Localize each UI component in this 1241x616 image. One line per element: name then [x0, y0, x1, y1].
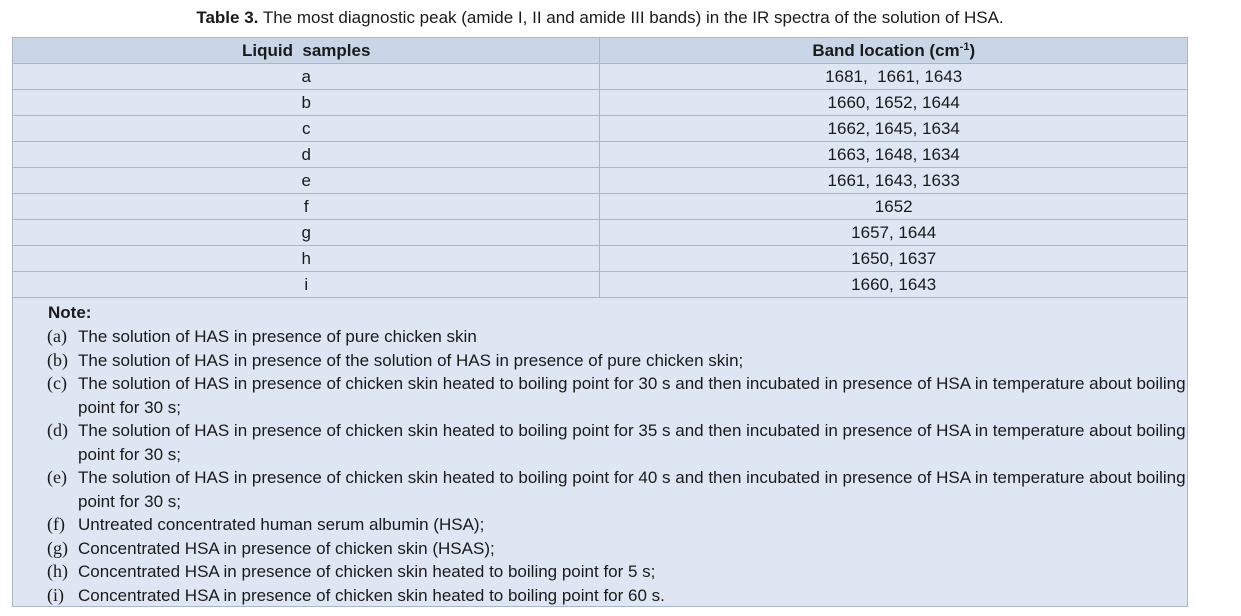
sample-cell: d [13, 142, 600, 168]
table-notes [47, 301, 1187, 607]
table-row [13, 142, 1188, 168]
note-item [47, 325, 1187, 349]
band-cell: 1661, 1643, 1633 [600, 168, 1188, 194]
table-row [13, 246, 1188, 272]
note-text: Concentrated HSA in presence of chicken skin (HSAS); [78, 538, 495, 558]
note-key: (c) [47, 373, 67, 393]
note-text: The solution of HAS in presence of chicken skin heated to boiling point for 40 s and then incubated in presence of HSA in temperature about boiling point for 30 s; [78, 468, 1186, 511]
sample-cell: i [13, 272, 600, 298]
caption-text: The most diagnostic peak (amide I, II and amide III bands) in the IR spectra of the solution of HSA. [262, 8, 1004, 27]
band-cell: 1660, 1643 [600, 272, 1188, 298]
band-cell: 1650, 1637 [600, 246, 1188, 272]
band-cell: 1657, 1644 [600, 220, 1188, 246]
note-item [47, 349, 1187, 373]
table-row [13, 194, 1188, 220]
sample-cell: g [13, 220, 600, 246]
note-key: (h) [47, 561, 68, 581]
table-row [13, 90, 1188, 116]
band-cell: 1662, 1645, 1634 [600, 116, 1188, 142]
note-item [47, 372, 1187, 419]
note-key: (d) [47, 420, 68, 440]
header-band-unit-exponent: -1 [959, 41, 970, 53]
sample-cell: e [13, 168, 600, 194]
note-item [47, 419, 1187, 466]
table-row [13, 116, 1188, 142]
table-header-row [13, 38, 1188, 64]
table-row [13, 168, 1188, 194]
note-key: (e) [47, 467, 67, 487]
caption-label: Table 3. [196, 8, 259, 27]
note-text: The solution of HAS in presence of chicken skin heated to boiling point for 30 s and then incubated in presence of HSA in temperature about boiling point for 30 s; [78, 374, 1186, 417]
note-text: The solution of HAS in presence of the solution of HAS in presence of pure chicken skin; [78, 350, 744, 370]
header-band-location-close: ) [969, 41, 976, 60]
note-item [47, 537, 1187, 561]
header-band-location [600, 38, 1188, 64]
note-item [47, 584, 1187, 608]
note-item [47, 466, 1187, 513]
table-caption [0, 8, 1200, 28]
note-text: The solution of HAS in presence of pure chicken skin [78, 327, 477, 346]
table-row [13, 64, 1188, 90]
table-row [13, 272, 1188, 298]
note-text: Untreated concentrated human serum albumin (HSA); [78, 515, 485, 534]
header-liquid-samples [13, 38, 600, 64]
sample-cell: b [13, 90, 600, 116]
band-cell: 1663, 1648, 1634 [600, 142, 1188, 168]
results-table [12, 37, 1188, 298]
note-item [47, 560, 1187, 584]
sample-cell: f [13, 194, 600, 220]
note-key: (a) [47, 326, 67, 346]
note-key: (i) [47, 584, 64, 605]
results-table-container [12, 37, 1188, 607]
notes-title: Note: [48, 303, 92, 322]
note-item [47, 513, 1187, 537]
band-cell: 1660, 1652, 1644 [600, 90, 1188, 116]
band-cell: 1681, 1661, 1643 [600, 64, 1188, 90]
sample-cell: c [13, 116, 600, 142]
band-cell: 1652 [600, 194, 1188, 220]
note-text: Concentrated HSA in presence of chicken skin heated to boiling point for 60 s. [78, 585, 665, 605]
header-band-location-label: Band location (cm [812, 41, 960, 60]
sample-cell: a [13, 64, 600, 90]
header-liquid-samples-label: Liquid samples [241, 41, 371, 60]
table-row [13, 220, 1188, 246]
sample-cell: h [13, 246, 600, 272]
note-text: Concentrated HSA in presence of chicken skin heated to boiling point for 5 s; [78, 562, 656, 581]
note-key: (g) [47, 537, 68, 558]
note-text: The solution of HAS in presence of chicken skin heated to boiling point for 35 s and then incubated in presence of HSA in temperature about boiling point for 30 s; [78, 421, 1186, 464]
note-key: (b) [47, 349, 68, 370]
note-key: (f) [47, 514, 65, 534]
